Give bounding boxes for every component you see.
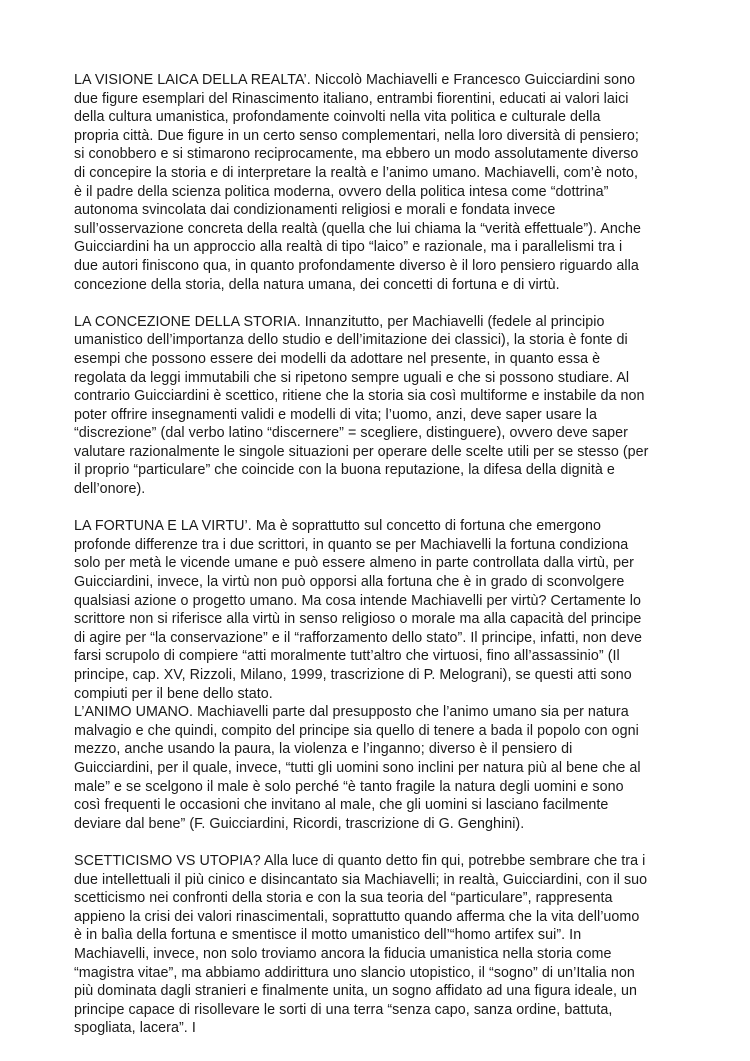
text-line: Guicciardini, invece, la virtù non può opporsi alla fortuna che è in grado di sconvolgere xyxy=(74,574,625,591)
text-line: compiuti per il bene dello stato. xyxy=(74,685,273,702)
text-line: LA CONCEZIONE DELLA STORIA. Innanzitutto, per Machiavelli (fedele al principio xyxy=(74,313,605,330)
text-line: è in balìa della fortuna e smentisce il motto umanistico dell’“homo artifex sui”. In xyxy=(74,927,582,944)
text-line: appieno la crisi dei valori rinascimentali, soprattutto quando afferma che la vita dell’uomo xyxy=(74,908,640,925)
text-line: più dominata dagli stranieri e finalmente unita, un sogno affidato ad una figura ideale, un xyxy=(74,983,638,1000)
paragraph-concezione-storia xyxy=(74,313,682,499)
text-line: di concepire la storia e di interpretare la realtà e l’animo umano. Machiavelli, com’è noto, xyxy=(74,164,639,181)
text-line: il proprio “particulare” che coincide con la buona reputazione, la difesa della dignità e xyxy=(74,462,615,479)
text-line: male” e se scelgono il male è solo perché “è tanto fragile la natura degli uomini e sono xyxy=(74,778,624,795)
text-line: scrittore non si riferisce alla virtù in senso religioso o morale ma alla capacità del principe xyxy=(74,611,642,628)
text-line: solo per metà le vicende umane e può essere almeno in parte controllata dalla virtù, per xyxy=(74,555,634,572)
text-line: Machiavelli, invece, non solo troviamo ancora la fiducia umanistica nella storia come xyxy=(74,945,612,962)
paragraph-fortuna-virtu xyxy=(74,517,682,703)
text-line: della cultura umanistica, profondamente coinvolti nella vita politica e culturale della xyxy=(74,109,601,126)
text-line: farsi scrupolo di compiere “atti moralmente tutt’altro che virtuosi, fino all’assassinio” (Il xyxy=(74,648,620,665)
text-line: deviare dal bene” (F. Guicciardini, Ricordi, trascrizione di G. Genghini). xyxy=(74,815,525,832)
text-line: LA FORTUNA E LA VIRTU’. Ma è soprattutto sul concetto di fortuna che emergono xyxy=(74,518,602,535)
text-line: umanistico dell’importanza dello studio e dell’imitazione dei classici), la storia è fonte di xyxy=(74,332,628,349)
text-line: autonoma svincolata dai condizionamenti religiosi e morali e fondata invece xyxy=(74,202,556,219)
text-line: dell’onore). xyxy=(74,481,146,498)
text-line: due figure esemplari del Rinascimento italiano, entrambi fiorentini, educati ai valori laici xyxy=(74,90,629,107)
text-line: propria città. Due figure in un certo senso complementari, nella loro diversità di pensiero; xyxy=(74,127,639,144)
text-line: principe capace di risollevare le sorti di una terra “senza capo, sanza ordine, battuta, xyxy=(74,1001,613,1018)
text-line: L’ANIMO UMANO. Machiavelli parte dal presupposto che l’animo umano sia per natura xyxy=(74,704,629,721)
text-line: concezione della storia, della natura umana, dei concetti di fortuna e di virtù. xyxy=(74,276,560,293)
text-line: principe, cap. XV, Rizzoli, Milano, 1999, trascrizione di P. Melograni), se questi atti sono xyxy=(74,667,632,683)
text-line: spogliata, lacera”. I xyxy=(74,1020,196,1037)
text-line: Guicciardini, per il quale, invece, “tutti gli uomini sono inclini per natura più al bene che al xyxy=(74,759,641,776)
text-line: SCETTICISMO VS UTOPIA? Alla luce di quanto detto fin qui, potrebbe sembrare che tra i xyxy=(74,852,646,869)
text-line: due intellettuali il più cinico e disincantato sia Machiavelli; in realtà, Guicciardini, con il suo xyxy=(74,871,648,888)
text-line: contrario Guicciardini è scettico, ritiene che la storia sia così multiforme e instabile da non xyxy=(74,388,645,405)
text-line: così frequenti le occasioni che invitano al male, che gli uomini si lasciano facilmente xyxy=(74,797,609,814)
text-line: di agire per “la conservazione” e il “rafforzamento dello stato”. Il principe, infatti, non deve xyxy=(74,629,642,646)
text-line: malvagio e che quindi, compito del principe sia quello di tenere a bada il popolo con ogni xyxy=(74,722,639,739)
text-line: è il padre della scienza politica moderna, ovvero della politica intesa come “dottrina” xyxy=(74,183,609,200)
text-line: mezzo, anche usando la paura, la violenza e l’inganno; diverso è il pensiero di xyxy=(74,741,573,758)
text-line: qualsiasi azione o progetto umano. Ma cosa intende Machiavelli per virtù? Certamente lo xyxy=(74,592,642,609)
text-line: poter offrire insegnamenti validi e modelli di vita; l’uomo, anzi, deve saper usare la xyxy=(74,406,597,423)
paragraph-visione-laica xyxy=(74,71,682,294)
paragraph-animo-umano xyxy=(74,703,682,833)
text-line: regolata da leggi immutabili che si ripetono sempre uguali e che si possono studiare. Al xyxy=(74,369,630,386)
text-line: LA VISIONE LAICA DELLA REALTA’. Niccolò Machiavelli e Francesco Guicciardini sono xyxy=(74,72,636,88)
document-page xyxy=(74,71,682,1056)
paragraph-scetticismo-utopia xyxy=(74,852,682,1038)
text-line: Guicciardini ha un approccio alla realtà di tipo “laico” e razionale, ma i parallelismi tra i xyxy=(74,239,623,256)
text-line: “discrezione” (dal verbo latino “discernere” = scegliere, distinguere), ovvero deve saper xyxy=(74,425,628,442)
text-line: profonde differenze tra i due scrittori, in quanto se per Machiavelli la fortuna condiziona xyxy=(74,536,629,553)
text-line: due autori finiscono qua, in quanto profondamente diverso è il loro pensiero riguardo alla xyxy=(74,257,639,274)
text-line: esempi che possono essere dei modelli da adottare nel presente, in quanto essa è xyxy=(74,350,601,367)
text-line: “magistra vitae”, ma abbiamo addirittura uno slancio utopistico, il “sogno” di un’Italia non xyxy=(74,964,635,981)
text-line: sull’osservazione concreta della realtà (quella che lui chiama la “verità effettuale”). Anche xyxy=(74,220,642,237)
text-line: valutare razionalmente le singole situazioni per operare delle scelte utili per se stesso (per xyxy=(74,443,649,460)
text-line: scetticismo nei confronti della storia e con la sua teoria del “particulare”, rappresenta xyxy=(74,890,613,907)
text-line: si conobbero e si stimarono reciprocamente, ma ebbero un modo assolutamente diverso xyxy=(74,146,639,163)
